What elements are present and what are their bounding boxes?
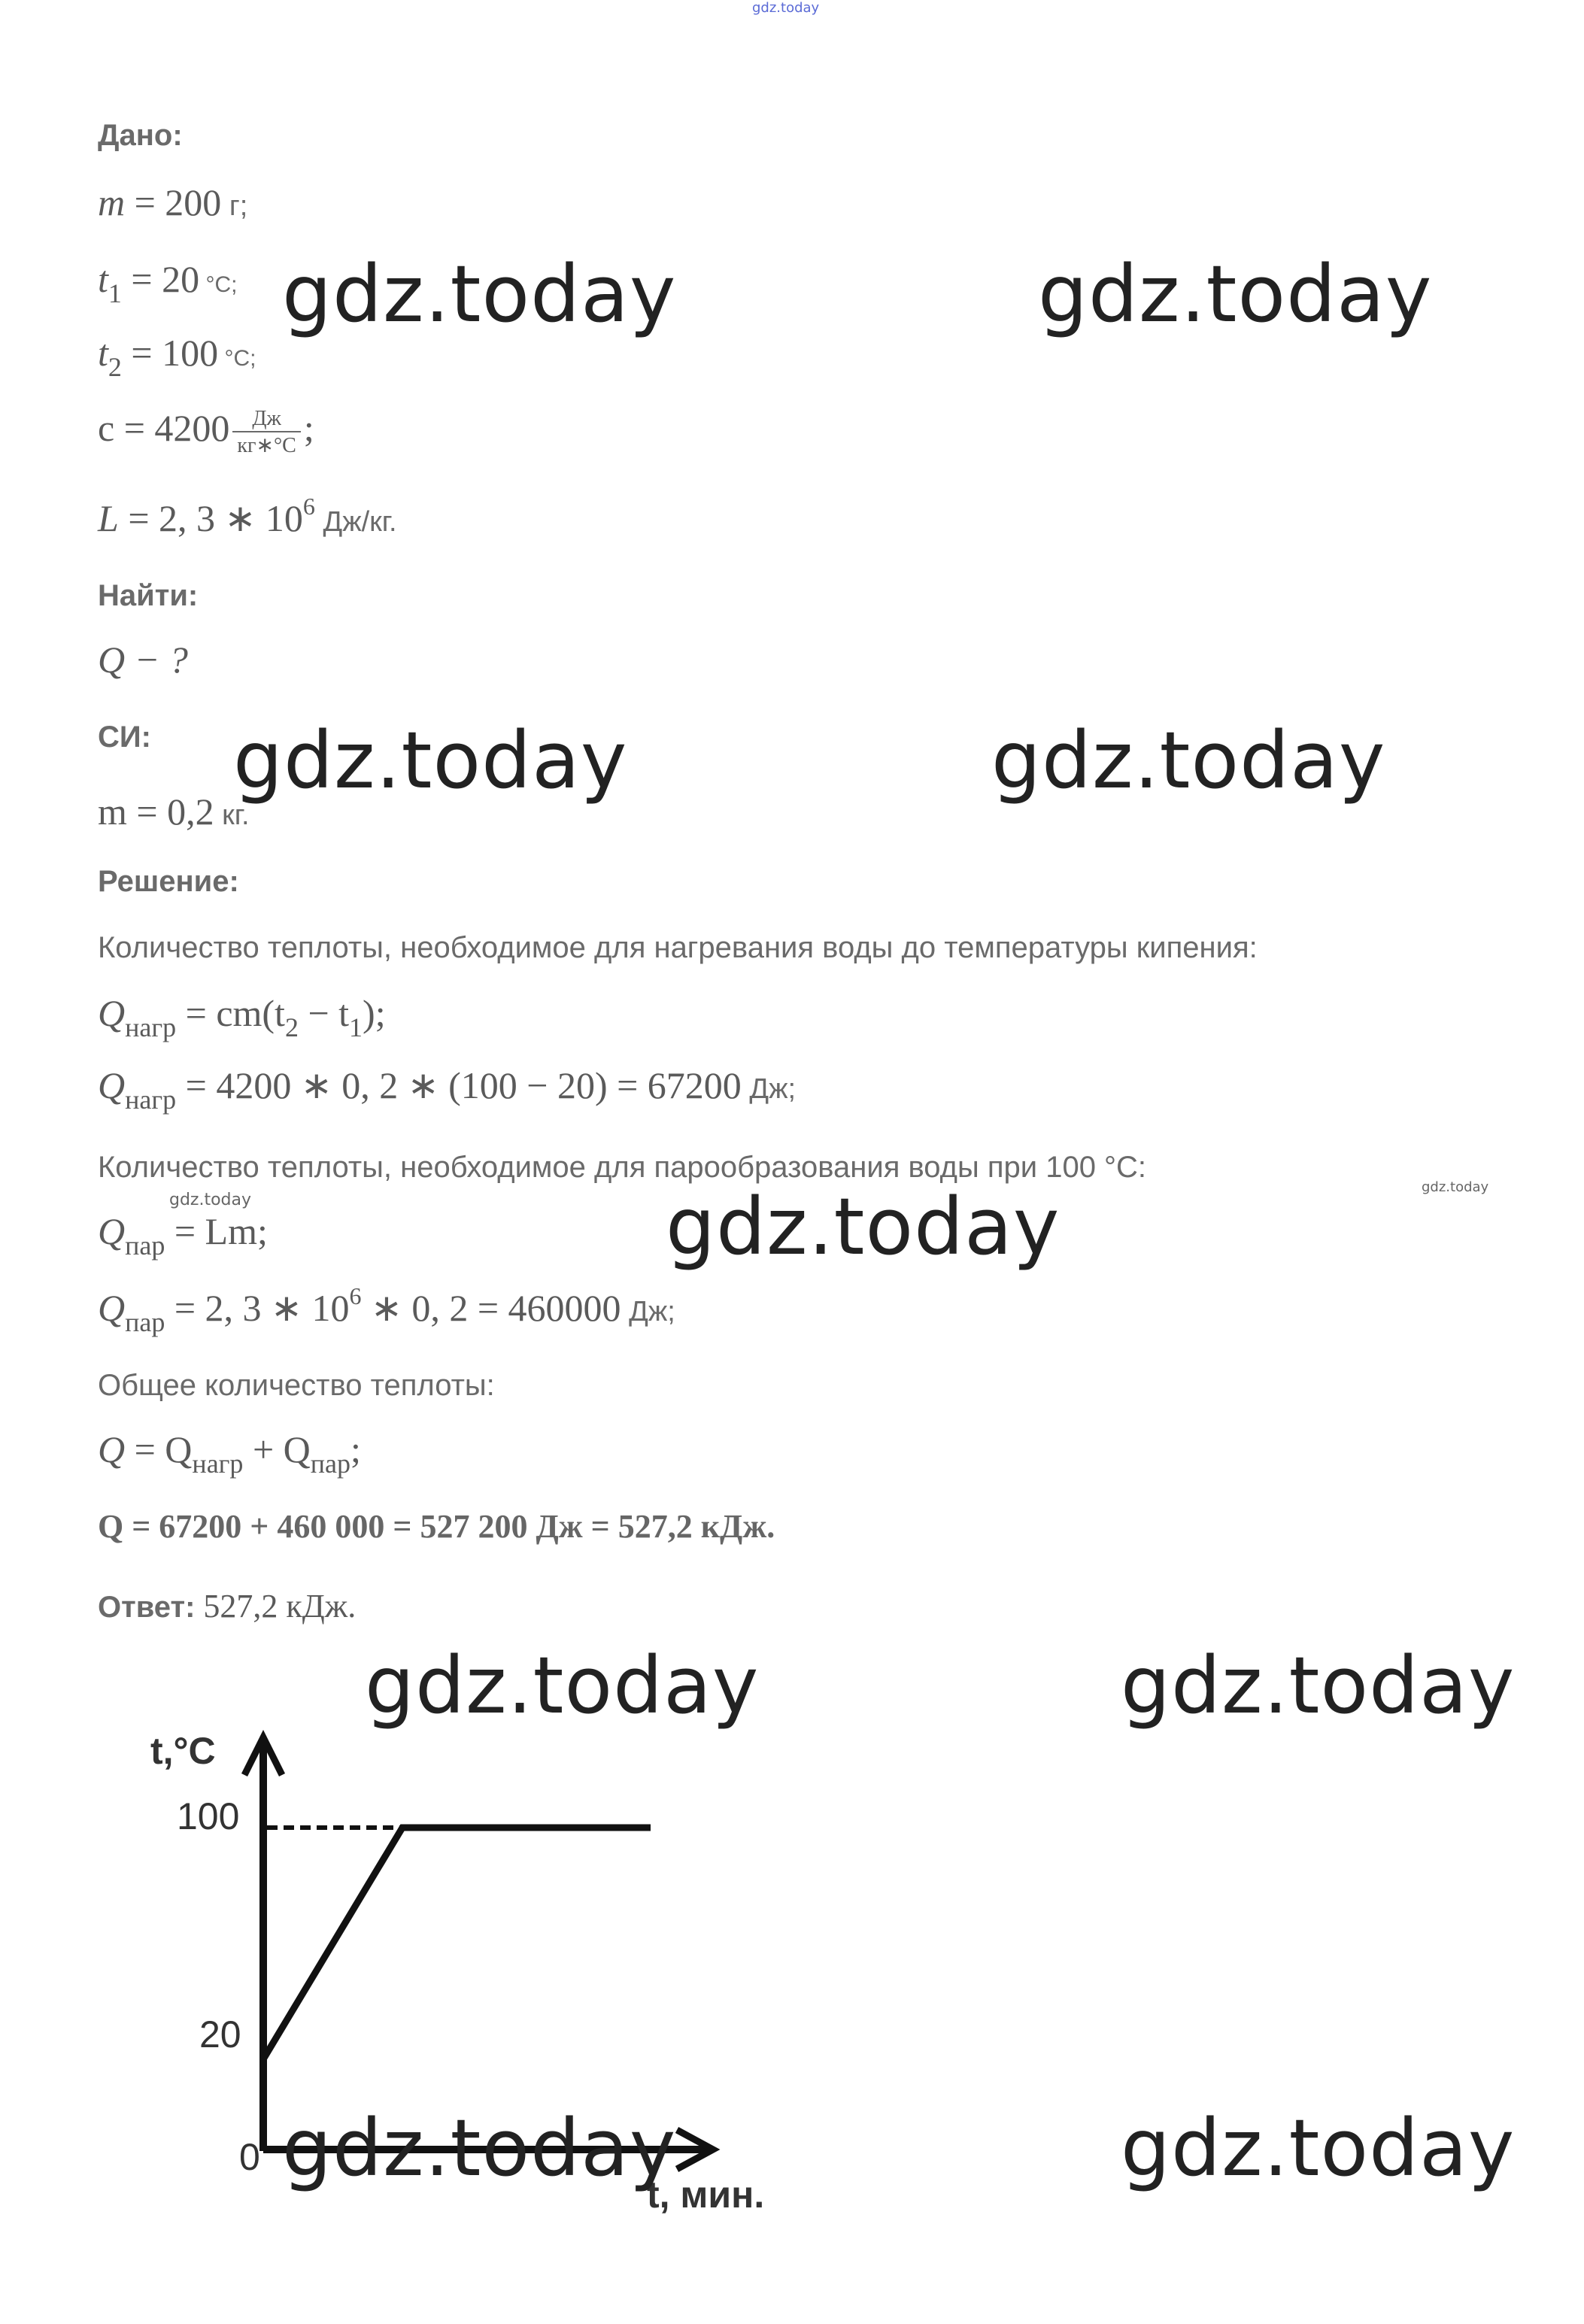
unit: кг.	[214, 799, 250, 831]
sup: 6	[349, 1282, 362, 1309]
solution-text-2: Количество теплоты, необходимое для парообразования воды при 100 °C:	[98, 1151, 1147, 1184]
lhs: Q	[98, 1428, 126, 1470]
watermark: gdz.today	[666, 1181, 1061, 1273]
rhs: = 4200 ∗ 0, 2 ∗ (100 − 20) = 67200	[176, 1064, 742, 1106]
rhs: = Lm;	[165, 1210, 268, 1252]
y-tick-20: 20	[199, 2013, 241, 2055]
unit: г;	[221, 190, 248, 222]
find-expr: Q − ?	[98, 639, 188, 681]
sub: 2	[284, 1012, 299, 1042]
rhs2: ∗ 0, 2 = 460000	[361, 1287, 621, 1329]
y-axis-label: t,°C	[150, 1730, 216, 1772]
watermark: gdz.today	[365, 1640, 760, 1731]
watermark-small: gdz.today	[1422, 1179, 1489, 1195]
sub: пар	[310, 1449, 350, 1479]
end: ;	[350, 1428, 361, 1470]
end: );	[363, 992, 386, 1034]
series-line	[263, 1828, 651, 2059]
tail: ;	[303, 407, 314, 449]
lhs: Q	[98, 992, 126, 1034]
fraction-num: Дж	[232, 407, 300, 432]
value: = 2, 3 ∗ 10	[118, 497, 303, 539]
watermark: gdz.today	[1038, 248, 1433, 340]
sub: пар	[125, 1230, 165, 1261]
solution-text-3: Общее количество теплоты:	[98, 1369, 495, 1402]
watermark: gdz.today	[991, 714, 1386, 806]
unit: Дж;	[741, 1073, 797, 1105]
unit: Дж;	[621, 1296, 675, 1327]
sub: пар	[125, 1307, 165, 1337]
solution-heading: Решение:	[98, 865, 239, 898]
sub: нагр	[125, 1012, 177, 1042]
watermark-small: gdz.today	[169, 1191, 252, 1209]
sub: нагр	[125, 1085, 177, 1115]
mid: = Q	[125, 1428, 193, 1470]
x-axis-label: t, мин.	[647, 2174, 765, 2216]
find-heading: Найти:	[98, 579, 199, 612]
value: = 200	[125, 181, 222, 223]
answer-value: 527,2 кДж.	[195, 1588, 357, 1625]
sup: 6	[302, 493, 315, 520]
rhs: = 2, 3 ∗ 10	[165, 1287, 350, 1329]
answer-label: Ответ:	[98, 1591, 196, 1624]
solution-text-1: Количество теплоты, необходимое для нагревания воды до температуры кипения:	[98, 931, 1258, 964]
var: t	[98, 258, 108, 300]
var: m	[98, 181, 126, 223]
watermark: gdz.today	[1121, 2102, 1516, 2194]
var: L	[98, 497, 119, 539]
value: = 20	[121, 258, 200, 300]
unit: Дж/кг.	[314, 506, 397, 538]
sub: 1	[108, 278, 122, 308]
lhs: Q	[98, 1064, 126, 1106]
sub: 1	[349, 1012, 363, 1042]
value: = 4200	[114, 407, 230, 449]
si-heading: СИ:	[98, 721, 151, 754]
given-heading: Дано:	[98, 119, 183, 152]
var: t	[98, 332, 108, 374]
fraction-den: кг∗°C	[237, 433, 296, 457]
value: = 100	[121, 332, 219, 374]
value: m = 0,2	[98, 790, 214, 833]
lhs: Q	[98, 1287, 126, 1329]
sub: нагр	[192, 1449, 244, 1479]
var: c	[98, 407, 115, 449]
solution-eq-6: Q = 67200 + 460 000 = 527 200 Дж = 527,2 кДж.	[98, 1508, 775, 1545]
watermark: gdz.today	[282, 2102, 677, 2194]
unit: °C;	[199, 272, 238, 297]
watermark: gdz.today	[282, 248, 677, 340]
unit: °C;	[218, 346, 256, 371]
origin-label: 0	[239, 2136, 260, 2178]
y-tick-100: 100	[177, 1795, 240, 1837]
rhs: = cm(t	[176, 992, 285, 1034]
watermark-top: gdz.today	[752, 0, 820, 16]
watermark: gdz.today	[233, 714, 628, 806]
plus: + Q	[243, 1428, 311, 1470]
watermark: gdz.today	[1121, 1640, 1516, 1731]
sub: 2	[108, 352, 122, 382]
lhs: Q	[98, 1210, 126, 1252]
mid: − t	[298, 992, 350, 1034]
